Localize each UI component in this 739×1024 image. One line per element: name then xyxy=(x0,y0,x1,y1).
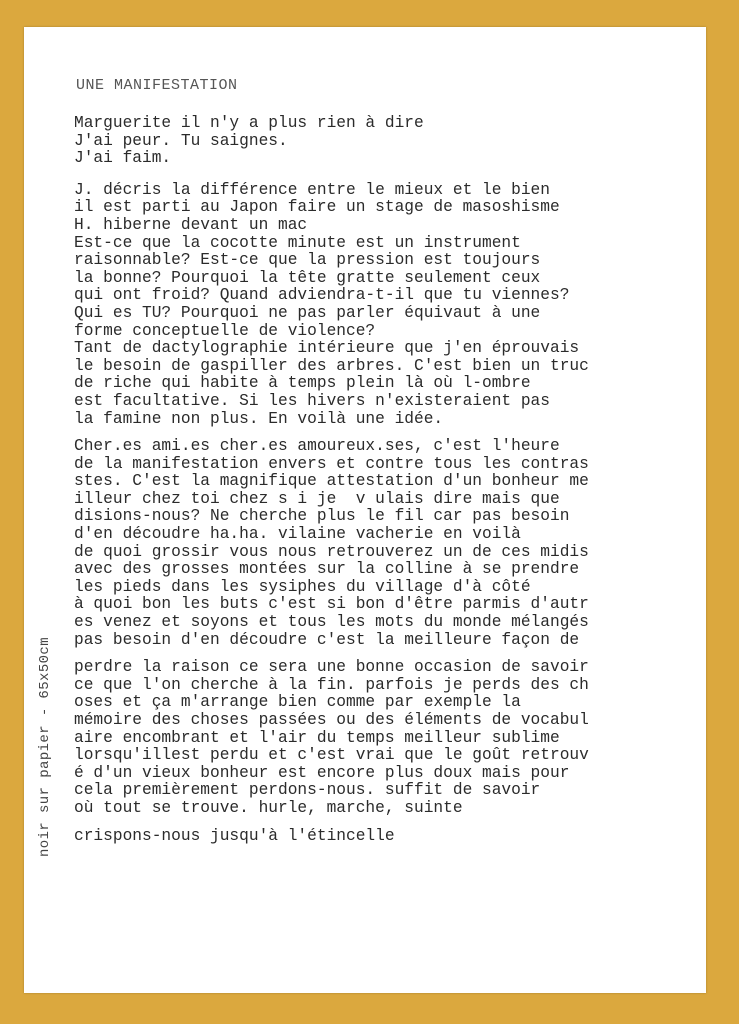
text-line: avec des grosses montées sur la colline à se prendre xyxy=(74,560,580,579)
typewritten-sheet xyxy=(24,27,706,993)
stanza-4 xyxy=(74,659,699,817)
text-line: J'ai faim. xyxy=(74,149,172,168)
text-line: es venez et soyons et tous les mots du monde mélangés xyxy=(74,613,589,632)
closing-line: crispons-nous jusqu'à l'étincelle xyxy=(74,826,395,845)
text-line: disions-nous? Ne cherche plus le fil car pas besoin xyxy=(74,507,570,526)
text-line: stes. C'est la magnifique attestation d'un bonheur me xyxy=(74,472,589,491)
stanza-2 xyxy=(74,182,699,428)
text-line: mémoire des choses passées ou des éléments de vocabul xyxy=(74,711,589,729)
text-line: Qui es TU? Pourquoi ne pas parler équivaut à une xyxy=(74,303,541,322)
text-line: le besoin de gaspiller des arbres. C'est bien un truc xyxy=(74,356,589,375)
text-line: Marguerite il n'y a plus rien à dire xyxy=(74,114,424,132)
text-line: J'ai peur. Tu saignes. xyxy=(74,131,288,150)
text-line: qui ont froid? Quand adviendra-t-il que tu viennes? xyxy=(74,286,570,305)
text-line: où tout se trouve. hurle, marche, suinte xyxy=(74,798,463,817)
text-line: il est parti au Japon faire un stage de masoshisme xyxy=(74,198,560,217)
text-line: raisonnable? Est-ce que la pression est toujours xyxy=(74,251,541,270)
text-line: les pieds dans les sysiphes du village d'à côté xyxy=(74,577,531,596)
text-line: cela premièrement perdons-nous. suffit de savoir xyxy=(74,781,541,800)
text-line: à quoi bon les buts c'est si bon d'être parmis d'autr xyxy=(74,595,589,614)
text-line: de la manifestation envers et contre tous les contras xyxy=(74,454,589,473)
text-line: d'en découdre ha.ha. vilaine vacherie en voilà xyxy=(74,525,521,544)
text-line: Tant de dactylographie intérieure que j'en éprouvais xyxy=(74,339,580,358)
text-line: perdre la raison ce sera une bonne occasion de savoir xyxy=(74,658,589,677)
text-line: é d'un vieux bonheur est encore plus doux mais pour xyxy=(74,763,570,782)
text-line: pas besoin d'en découdre c'est la meilleure façon de xyxy=(74,630,580,649)
text-line: lorsqu'illest perdu et c'est vrai que le goût retrouv xyxy=(74,746,589,765)
document-title: UNE MANIFESTATION xyxy=(76,77,238,94)
poem-body xyxy=(74,115,699,845)
text-line: illeur chez toi chez s i je v ulais dire mais que xyxy=(74,489,560,508)
text-line: aire encombrant et l'air du temps meilleur sublime xyxy=(74,728,560,747)
side-caption: noir sur papier - 65x50cm xyxy=(37,636,53,857)
text-line: forme conceptuelle de violence? xyxy=(74,321,376,340)
text-line: ce que l'on cherche à la fin. parfois je perds des ch xyxy=(74,675,589,694)
text-line: la bonne? Pourquoi la tête gratte seulement ceux xyxy=(74,268,541,287)
text-line: de riche qui habite à temps plein là où l-ombre xyxy=(74,374,531,393)
text-line: oses et ça m'arrange bien comme par exemple la xyxy=(74,693,521,712)
text-line: J. décris la différence entre le mieux et le bien xyxy=(74,180,550,199)
text-line: de quoi grossir vous nous retrouverez un de ces midis xyxy=(74,542,589,561)
stanza-1 xyxy=(74,115,699,168)
text-line: Cher.es ami.es cher.es amoureux.ses, c'est l'heure xyxy=(74,437,560,456)
text-line: Est-ce que la cocotte minute est un instrument xyxy=(74,233,521,252)
text-line: la famine non plus. En voilà une idée. xyxy=(74,409,444,428)
stanza-3 xyxy=(74,438,699,649)
text-line: H. hiberne devant un mac xyxy=(74,215,308,234)
text-line: est facultative. Si les hivers n'existeraient pas xyxy=(74,391,550,410)
